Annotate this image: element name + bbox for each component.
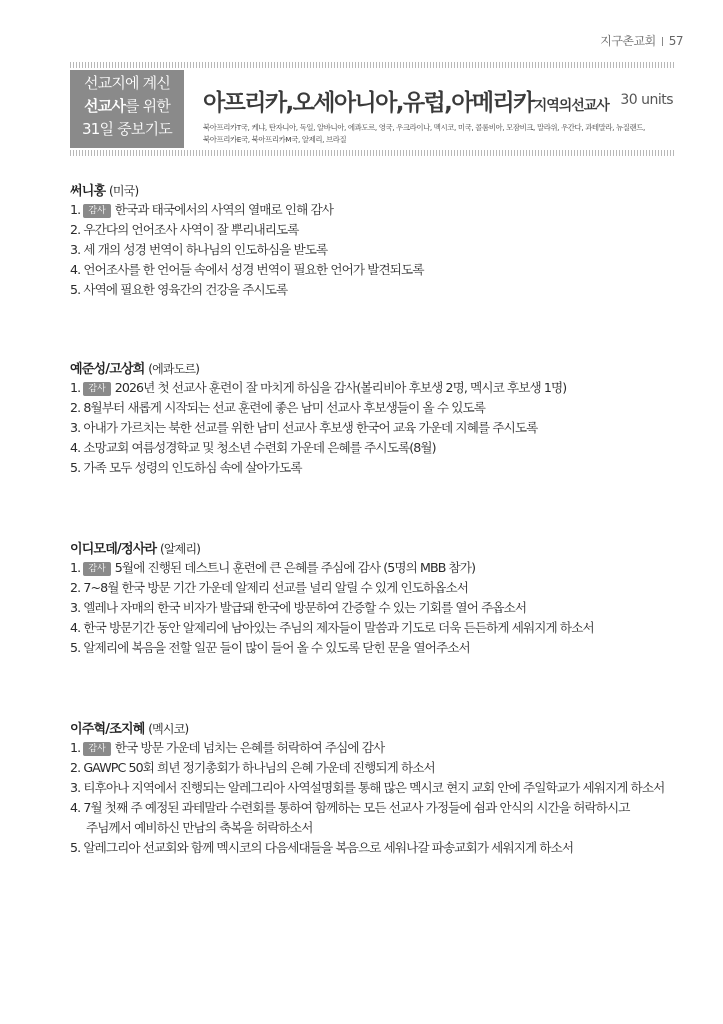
prayer-item [70, 578, 690, 598]
prayer-item [70, 818, 690, 838]
prayer-item-text: 주님께서 예비하신 만남의 축복을 허락하소서 [86, 820, 313, 835]
prayer-item-number: 1. [70, 560, 84, 575]
missionary-name: 이디모데/정사라 [70, 542, 160, 557]
prayer-item [70, 458, 690, 478]
missionary-section [70, 538, 690, 658]
prayer-title-box [70, 70, 184, 148]
prayer-item-number: 2. [70, 760, 84, 775]
missionary-name-heading [70, 180, 690, 200]
missionary-section [70, 180, 690, 300]
prayer-item-number: 5. [70, 460, 84, 475]
prayer-item-text: 2026년 첫 선교사 훈련이 잘 마치게 하심을 감사(볼리비아 후보생 2명, 멕시코 후보생 1명) [114, 380, 567, 395]
missionary-name: 써니홍 [70, 184, 109, 199]
prayer-item-text: 한국과 태국에서의 사역의 열매로 인해 감사 [114, 202, 334, 217]
region-title [203, 84, 609, 117]
prayer-item-text: 한국 방문기간 동안 알제리에 남아있는 주님의 제자들이 말씀과 기도로 더욱 든든하게 세워지게 하소서 [83, 620, 594, 635]
missionary-name-heading [70, 358, 690, 378]
prayer-item [70, 418, 690, 438]
prayer-item [70, 738, 690, 758]
prayer-item-number: 3. [70, 600, 84, 615]
prayer-item-text: 사역에 필요한 영육간의 건강을 주시도록 [83, 282, 288, 297]
prayer-title-line3: 31일 중보기도 [82, 120, 172, 138]
prayer-item [70, 260, 690, 280]
header-separator [662, 37, 663, 46]
thanks-badge: 감사 [83, 562, 110, 576]
region-title-suffix: 지역의선교사 [533, 98, 609, 114]
prayer-item [70, 598, 690, 618]
prayer-item-number: 4. [70, 440, 84, 455]
page-number: 57 [668, 34, 683, 48]
prayer-item [70, 838, 690, 858]
prayer-item [70, 798, 690, 818]
missionary-section [70, 358, 690, 478]
missionary-name: 예준성/고상희 [70, 362, 149, 377]
prayer-item [70, 758, 690, 778]
missionary-country: (알제리) [159, 542, 201, 556]
prayer-item [70, 638, 690, 658]
prayer-item-number: 5. [70, 640, 84, 655]
prayer-item-number: 1. [70, 740, 84, 755]
prayer-item-number: 3. [70, 780, 84, 795]
missionary-name-heading [70, 718, 690, 738]
dotted-rule-top [70, 62, 675, 68]
prayer-title-line2 [70, 95, 184, 118]
prayer-item-text: 8월부터 새롭게 시작되는 선교 훈련에 좋은 남미 선교사 후보생들이 올 수 있도록 [83, 400, 486, 415]
prayer-item-text: 7월 첫째 주 예정된 과테말라 수련회를 통하여 함께하는 모든 선교사 가정들에 쉼과 안식의 시간을 허락하시고 [83, 800, 630, 815]
prayer-title-line1: 선교지에 계신 [83, 74, 171, 92]
prayer-item-text: 엘레나 자매의 한국 비자가 발급돼 한국에 방문하여 간증할 수 있는 기회를 열어 주옵소서 [83, 600, 527, 615]
missionary-country: (에콰도르) [148, 362, 200, 376]
prayer-item-text: 5월에 진행된 데스트니 훈련에 큰 은혜를 주심에 감사 (5명의 MBB 참가) [114, 560, 476, 575]
prayer-item-text: 알제리에 복음을 전할 일꾼 들이 많이 들어 올 수 있도록 닫힌 문을 열어주소서 [83, 640, 470, 655]
prayer-item-text: 언어조사를 한 언어들 속에서 성경 번역이 필요한 언어가 발견되도록 [83, 262, 424, 277]
prayer-item [70, 240, 690, 260]
country-list-line2: 북아프리카E국, 북아프리카M국, 알제리, 브라질 [203, 135, 347, 144]
prayer-item [70, 398, 690, 418]
prayer-title-line2-rest: 를 위한 [125, 97, 171, 115]
prayer-item-number: 4. [70, 262, 84, 277]
prayer-item-text: 우간다의 언어조사 사역이 잘 뿌리내리도록 [83, 222, 299, 237]
country-list [203, 122, 683, 146]
prayer-item-number: 3. [70, 420, 84, 435]
missionary-section [70, 718, 690, 858]
prayer-item-text: 한국 방문 가운데 넘치는 은혜를 허락하여 주심에 감사 [114, 740, 385, 755]
prayer-item-number: 3. [70, 242, 84, 257]
prayer-item-text: 아내가 가르치는 북한 선교를 위한 남미 선교사 후보생 한국어 교육 가운데 지혜를 주시도록 [83, 420, 538, 435]
prayer-item-text: 세 개의 성경 번역이 하나님의 인도하심을 받도록 [83, 242, 328, 257]
prayer-item [70, 438, 690, 458]
prayer-item [70, 778, 690, 798]
prayer-item [70, 280, 690, 300]
prayer-item-text: GAWPC 50회 희년 정기총회가 하나님의 은혜 가운데 진행되게 하소서 [83, 760, 435, 775]
prayer-item-text: 7~8월 한국 방문 기간 가운데 알제리 선교를 널리 알릴 수 있게 인도하옵소서 [83, 580, 469, 595]
dotted-rule-bottom [70, 150, 675, 156]
prayer-item-number: 2. [70, 222, 84, 237]
region-title-main: 아프리카,오세아니아,유럽,아메리카 [203, 90, 534, 116]
prayer-item-number: 5. [70, 282, 84, 297]
prayer-title-bold: 선교사 [83, 97, 126, 115]
prayer-item-number: 1. [70, 202, 84, 217]
prayer-item-number: 4. [70, 620, 84, 635]
prayer-item [70, 378, 690, 398]
units-count: 30 units [620, 92, 673, 108]
country-list-line1: 북아프리카T국, 케냐, 탄자니아, 독일, 알바니아, 에콰도르, 영국, 우크라이나, 멕시코, 미국, 콜롬비아, 모잠비크, 말라위, 우간다, 과테말라, 뉴질랜드, [203, 123, 645, 132]
prayer-item [70, 558, 690, 578]
prayer-item [70, 220, 690, 240]
prayer-item [70, 200, 690, 220]
page-header [600, 32, 683, 49]
prayer-item-number: 2. [70, 400, 84, 415]
prayer-item-number: 2. [70, 580, 84, 595]
thanks-badge: 감사 [83, 382, 110, 396]
church-name: 지구촌교회 [600, 34, 656, 48]
prayer-item [70, 618, 690, 638]
prayer-item-text: 가족 모두 성령의 인도하심 속에 살아가도록 [83, 460, 302, 475]
missionary-country: (미국) [109, 184, 139, 198]
missionary-country: (멕시코) [148, 722, 189, 736]
prayer-item-text: 알레그리아 선교회와 함께 멕시코의 다음세대들을 복음으로 세워나갈 파송교회가 세워지게 하소서 [83, 840, 574, 855]
missionary-name: 이주혁/조지혜 [70, 722, 149, 737]
thanks-badge: 감사 [83, 204, 110, 218]
prayer-item-number: 5. [70, 840, 84, 855]
prayer-item-text: 티후아나 지역에서 진행되는 알레그리아 사역설명회를 통해 많은 멕시코 현지 교회 안에 주일학교가 세워지게 하소서 [83, 780, 665, 795]
prayer-item-number: 1. [70, 380, 84, 395]
prayer-item-number: 4. [70, 800, 84, 815]
missionary-name-heading [70, 538, 690, 558]
prayer-item-text: 소망교회 여름성경학교 및 청소년 수련회 가운데 은혜를 주시도록(8월) [83, 440, 436, 455]
thanks-badge: 감사 [83, 742, 110, 756]
